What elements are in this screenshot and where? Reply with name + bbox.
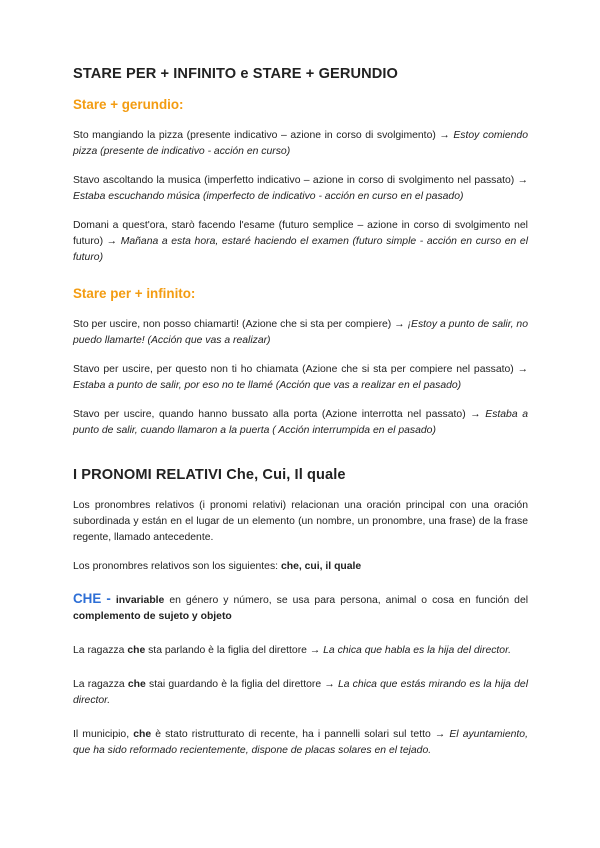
arrow-icon: → — [394, 319, 405, 330]
paragraph-5-spanish: Estaba a punto de salir, por eso no te llamé (Acción que vas a realizar en el pasado) — [73, 380, 462, 391]
pronouns-list-lead: Los pronombres relativos son los siguientes: — [73, 561, 279, 572]
arrow-icon: → — [439, 130, 450, 141]
che-bold-end: complemento de sujeto y objeto — [73, 611, 232, 622]
example-1-post: sta parlando è la figlia del direttore — [148, 645, 307, 656]
pronouns-list-items: che, cui, il quale — [280, 561, 362, 572]
paragraph-1-italian: Sto mangiando la pizza (presente indicativo – azione in corso di svolgimento) — [73, 130, 436, 141]
arrow-icon: → — [309, 645, 321, 656]
paragraph-2-italian: Stavo ascoltando la musica (imperfetto indicativo – azione in corso di svolgimento nel passato) — [73, 175, 515, 186]
paragraph-6-spanish: Estaba a punto de salir, cuando llamaron a la puerta ( Acción interrumpida en el pasado) — [73, 409, 529, 436]
paragraph-3 — [73, 218, 528, 266]
example-2-pre: La ragazza — [73, 679, 125, 690]
paragraph-3-spanish: Mañana a esta hora, estaré haciendo el examen (futuro simple - acción en curso en el futuro) — [73, 236, 529, 263]
example-3-che: che — [133, 729, 152, 740]
example-1-spanish: La chica que habla es la hija del director. — [323, 645, 512, 656]
example-1-che: che — [127, 645, 146, 656]
example-2-post: stai guardando è la figlia del direttore — [149, 679, 322, 690]
paragraph-6 — [73, 407, 528, 439]
section-title-stare: STARE PER + INFINITO e STARE + GERUNDIO — [73, 66, 399, 82]
example-3-spanish: El ayuntamiento, que ha sido reformado recientemente, dispone de placas solares en el tejado. — [73, 729, 528, 756]
arrow-icon: → — [517, 364, 529, 375]
arrow-icon: → — [470, 409, 481, 420]
subheading-stare-gerundio: Stare + gerundio: — [73, 97, 184, 112]
che-definition — [73, 591, 528, 625]
paragraph-6-italian: Stavo per uscire, quando hanno bussato alla porta (Azione interrotta nel passato) — [73, 409, 466, 420]
che-invariable: invariable — [115, 595, 165, 606]
paragraph-1 — [73, 128, 528, 160]
paragraph-5 — [73, 362, 528, 394]
arrow-icon: → — [324, 679, 335, 690]
paragraph-1-spanish: Estoy comiendo pizza (presente de indicativo - acción en curso) — [73, 130, 528, 157]
arrow-icon: → — [434, 729, 446, 740]
document-content — [73, 66, 528, 772]
che-dash: - — [106, 591, 111, 606]
example-2 — [73, 677, 528, 709]
example-1-pre: La ragazza — [73, 645, 125, 656]
example-1 — [73, 643, 528, 659]
paragraph-2 — [73, 173, 528, 205]
example-2-che: che — [127, 679, 146, 690]
paragraph-4 — [73, 317, 528, 349]
section-title-pronomi: I PRONOMI RELATIVI Che, Cui, Il quale — [73, 467, 346, 483]
paragraph-3-italian: Domani a quest'ora, starò facendo l'esame (futuro semplice – azione in corso di svolgimento nel futuro) — [73, 220, 528, 247]
pronouns-list — [73, 559, 528, 575]
intro-paragraph: Los pronombres relativos (i pronomi relativi) relacionan una oración principal con una oración subordinada y están en el lugar de un elemento (un nombre, un pronombre, una frase) de la frase regente, llamado antecedente. — [73, 500, 528, 543]
example-2-spanish: La chica que estás mirando es la hija del director. — [73, 679, 529, 706]
arrow-icon: → — [517, 175, 529, 186]
che-text: en género y número, se usa para persona, animal o cosa en función del — [169, 595, 529, 606]
example-3 — [73, 727, 528, 759]
paragraph-4-italian: Sto per uscire, non posso chiamarti! (Azione che si sta per compiere) — [73, 319, 392, 330]
example-3-post: è stato ristrutturato di recente, ha i pannelli solari sul tetto — [155, 729, 431, 740]
arrow-icon: → — [106, 236, 118, 247]
che-label: CHE — [73, 591, 102, 606]
paragraph-4-spanish: ¡Estoy a punto de salir, no puedo llamarte! (Acción que vas a realizar) — [73, 319, 528, 346]
paragraph-5-italian: Stavo per uscire, per questo non ti ho chiamata (Azione che si sta per compiere nel passato) — [73, 364, 514, 375]
subheading-stare-per-infinito: Stare per + infinito: — [73, 286, 196, 301]
paragraph-2-spanish: Estaba escuchando música (imperfecto de indicativo - acción en curso en el pasado) — [73, 191, 464, 202]
example-3-pre: Il municipio, — [73, 729, 130, 740]
